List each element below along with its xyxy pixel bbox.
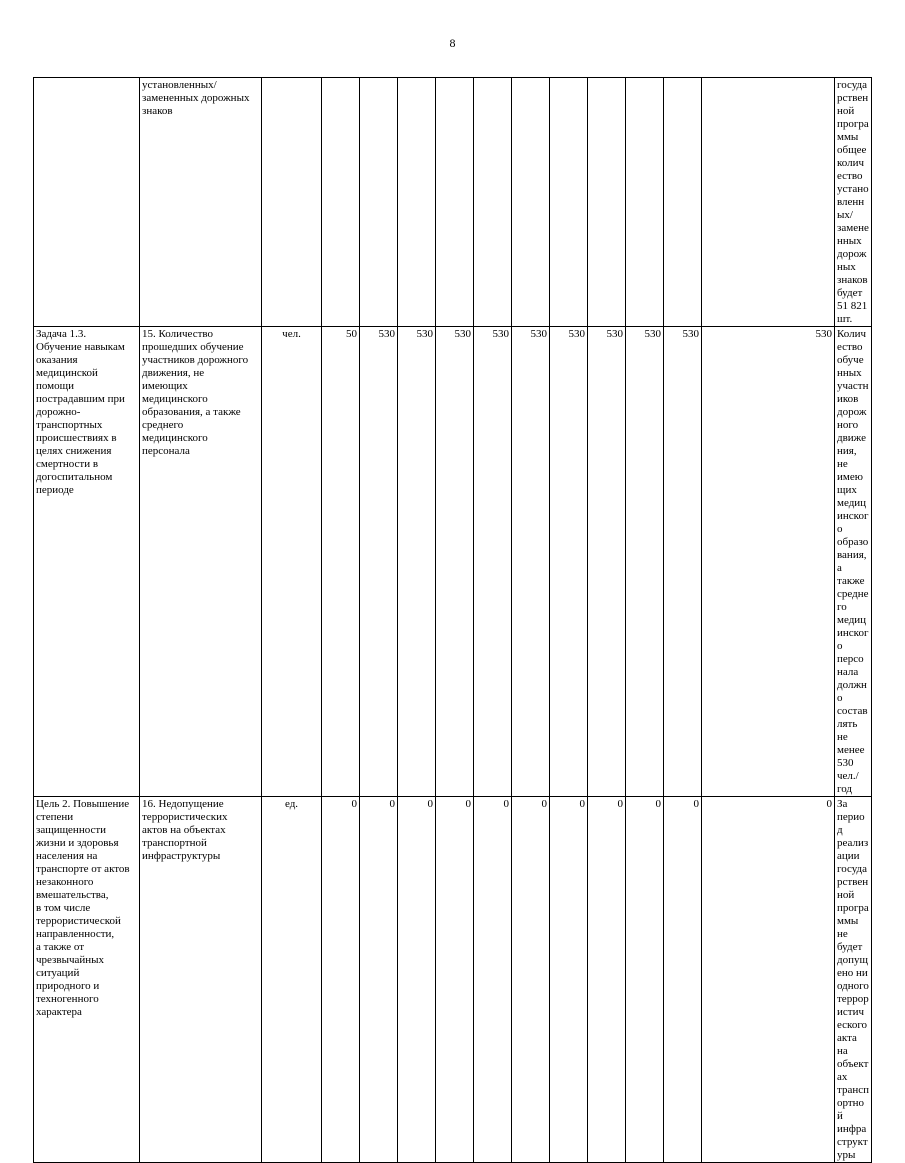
unit-cell — [262, 327, 322, 797]
value-cell — [322, 797, 360, 1163]
task-cell-text: Цель 2. Повышение степени защищенности жизни и здоровья населения на транспорте от актов незаконного вмешательства, в том числе террористической направленности, а также от чрезвычайных ситуаций природного и техногенного характера — [36, 798, 130, 1018]
indicator-cell-text: 16. Недопущение террористических актов на объектах транспортной инфраструктуры — [142, 798, 228, 862]
task-cell — [34, 327, 140, 797]
value-cell — [474, 797, 512, 1163]
value-cell-text: 0 — [541, 798, 547, 810]
indicator-cell — [140, 327, 262, 797]
value-cell-text: 0 — [617, 798, 623, 810]
unit-cell — [262, 78, 322, 327]
value-cell-text: 0 — [351, 798, 357, 810]
value-cell — [626, 78, 664, 327]
value-cell-text: 530 — [568, 328, 585, 340]
value-cell — [664, 78, 702, 327]
result-cell-text: государственной программы общее количество установленных/ замененных дорожных знаков будет 51 821 шт. — [837, 79, 869, 325]
value-cell-text: 530 — [378, 328, 395, 340]
indicator-cell-text: установленных/ замененных дорожных знаков — [142, 79, 250, 117]
value-cell-text: 0 — [465, 798, 471, 810]
value-cell — [702, 327, 835, 797]
value-cell — [398, 797, 436, 1163]
value-cell — [360, 327, 398, 797]
result-cell — [835, 327, 872, 797]
value-cell — [626, 327, 664, 797]
value-cell-text: 50 — [346, 328, 357, 340]
value-cell-text: 530 — [606, 328, 623, 340]
indicator-cell — [140, 797, 262, 1163]
value-cell — [360, 797, 398, 1163]
value-cell — [474, 78, 512, 327]
value-cell-text: 530 — [682, 328, 699, 340]
indicators-table — [33, 77, 872, 1163]
result-cell — [835, 797, 872, 1163]
value-cell — [512, 327, 550, 797]
task-cell-text: Задача 1.3. Обучение навыкам оказания медицинской помощи пострадавшим при дорожно- транспортных происшествиях в целях снижения смертности в догоспитальном периоде — [36, 328, 125, 496]
result-cell-text: За период реализации государственной программы не будет допущено ни одного террористического акта на объектах транспортной инфраструктуры — [837, 798, 869, 1161]
value-cell-text: 0 — [693, 798, 699, 810]
result-cell — [835, 78, 872, 327]
value-cell-text: 0 — [503, 798, 509, 810]
value-cell — [436, 78, 474, 327]
value-cell — [436, 797, 474, 1163]
value-cell — [360, 78, 398, 327]
value-cell — [588, 78, 626, 327]
value-cell-text: 530 — [416, 328, 433, 340]
value-cell-text: 0 — [579, 798, 585, 810]
value-cell — [398, 78, 436, 327]
value-cell — [512, 78, 550, 327]
value-cell-text: 0 — [389, 798, 395, 810]
value-cell — [588, 797, 626, 1163]
value-cell-text: 530 — [492, 328, 509, 340]
result-cell-text: Количество обученных участников дорожного движения, не имеющих медицинского образования, а также среднего медицинского персонала должно составлять не менее 530 чел./год — [837, 328, 869, 795]
value-cell-text: 530 — [530, 328, 547, 340]
value-cell — [664, 797, 702, 1163]
value-cell-text: 0 — [826, 798, 832, 810]
value-cell — [436, 327, 474, 797]
value-cell — [322, 327, 360, 797]
value-cell-text: 530 — [815, 328, 832, 340]
value-cell — [512, 797, 550, 1163]
value-cell — [398, 327, 436, 797]
value-cell — [626, 797, 664, 1163]
table-row — [34, 78, 872, 327]
value-cell-text: 530 — [454, 328, 471, 340]
table-row — [34, 327, 872, 797]
value-cell — [550, 78, 588, 327]
task-cell — [34, 797, 140, 1163]
value-cell — [664, 327, 702, 797]
value-cell — [474, 327, 512, 797]
page-number: 8 — [449, 36, 456, 50]
value-cell — [550, 327, 588, 797]
unit-cell-text: ед. — [284, 798, 299, 810]
value-cell — [588, 327, 626, 797]
task-cell — [34, 78, 140, 327]
indicator-cell-text: 15. Количество прошедших обучение участников дорожного движения, не имеющих медицинского образования, а также среднего медицинского персонала — [142, 328, 249, 457]
value-cell — [702, 78, 835, 327]
indicator-cell — [140, 78, 262, 327]
value-cell — [550, 797, 588, 1163]
unit-cell — [262, 797, 322, 1163]
value-cell — [702, 797, 835, 1163]
value-cell-text: 530 — [644, 328, 661, 340]
value-cell-text: 0 — [655, 798, 661, 810]
table-row — [34, 797, 872, 1163]
value-cell — [322, 78, 360, 327]
table-body — [34, 78, 872, 1163]
value-cell-text: 0 — [427, 798, 433, 810]
unit-cell-text: чел. — [282, 328, 301, 340]
